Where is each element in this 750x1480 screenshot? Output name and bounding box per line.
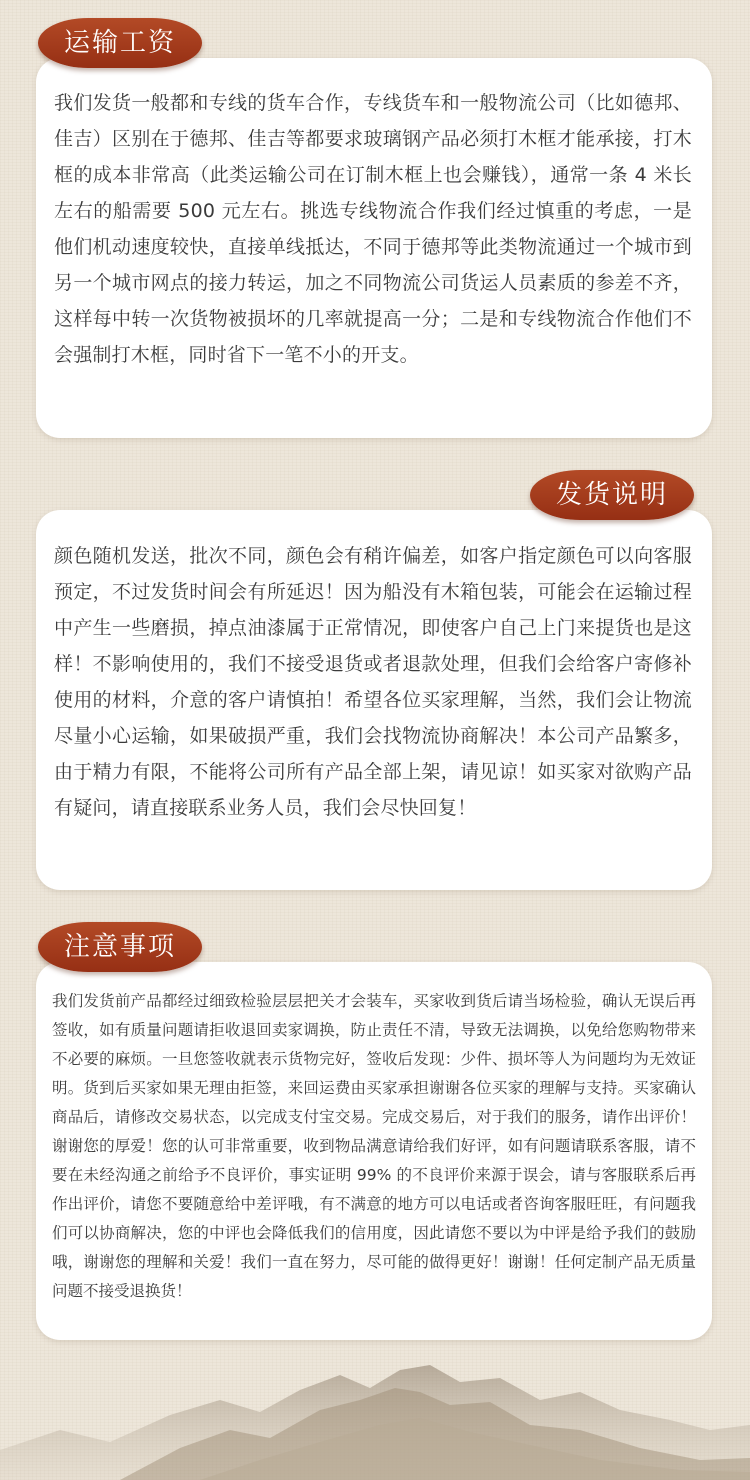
section-card-delivery-notes bbox=[36, 510, 712, 890]
section-card-shipping-cost bbox=[36, 58, 712, 438]
section-body-shipping-cost: 我们发货一般都和专线的货车合作，专线货车和一般物流公司（比如德邦、佳吉）区别在于德邦、佳吉等都要求玻璃钢产品必须打木框才能承接，打木框的成本非常高（此类运输公司在订制木框上也会赚钱），通常一条 4 米长左右的船需要 500 元左右。挑选专线物流合作我们经过慎重的考虑，一是他们机动速度较快，直接单线抵达，不同于德邦等此类物流通过一个城市到另一个城市网点的接力转运，加之不同物流公司货运人员素质的参差不齐，这样每中转一次货物被损坏的几率就提高一分；二是和专线物流合作他们不会强制打木框，同时省下一笔不小的开支。 bbox=[54, 92, 692, 366]
mountain-landscape-illustration bbox=[0, 1330, 750, 1480]
section-body-delivery-notes: 颜色随机发送，批次不同，颜色会有稍许偏差，如客户指定颜色可以向客服预定，不过发货时间会有所延迟！因为船没有木箱包装，可能会在运输过程中产生一些磨损，掉点油漆属于正常情况，即使客户自己上门来提货也是这样！不影响使用的，我们不接受退货或者退款处理，但我们会给客户寄修补使用的材料，介意的客户请慎拍！希望各位买家理解，当然，我们会让物流尽量小心运输，如果破损严重，我们会找物流协商解决！本公司产品繁多，由于精力有限，不能将公司所有产品全部上架，请见谅！如买家对欲购产品有疑问，请直接联系业务人员，我们会尽快回复！ bbox=[54, 545, 692, 819]
section-title-shipping-cost: 运输工资 bbox=[38, 18, 202, 68]
section-title-delivery-notes: 发货说明 bbox=[530, 470, 694, 520]
section-card-precautions bbox=[36, 962, 712, 1340]
section-title-precautions: 注意事项 bbox=[38, 922, 202, 972]
section-body-precautions: 我们发货前产品都经过细致检验层层把关才会装车，买家收到货后请当场检验，确认无误后再签收，如有质量问题请拒收退回卖家调换，防止责任不清，导致无法调换，以免给您购物带来不必要的麻烦。一旦您签收就表示货物完好，签收后发现：少件、损坏等人为问题均为无效证明。货到后买家如果无理由拒签，来回运费由买家承担谢谢各位买家的理解与支持。买家确认商品后，请修改交易状态，以完成支付宝交易。完成交易后，对于我们的服务，请作出评价！谢谢您的厚爱！您的认可非常重要，收到物品满意请给我们好评，如有问题请联系客服，请不要在未经沟通之前给予不良评价，事实证明 99% 的不良评价来源于误会，请与客服联系后再作出评价，请您不要随意给中差评哦，有不满意的地方可以电话或者咨询客服旺旺，有问题我们可以协商解决，您的中评也会降低我们的信用度，因此请您不要以为中评是给予我们的鼓励哦，谢谢您的理解和关爱！我们一直在努力，尽可能的做得更好！谢谢！任何定制产品无质量问题不接受退换货！ bbox=[52, 992, 696, 1300]
